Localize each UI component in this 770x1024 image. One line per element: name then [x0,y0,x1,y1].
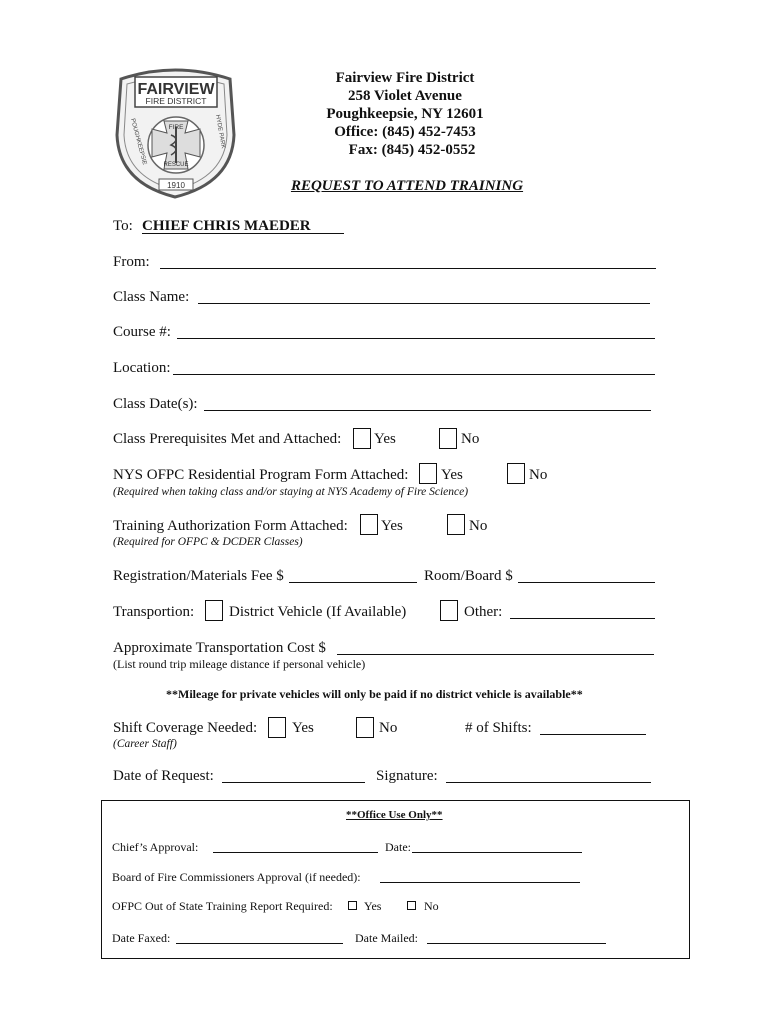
prereq-yes-checkbox[interactable] [353,428,371,449]
other-label: Other: [464,604,503,620]
date-mailed-label: Date Mailed: [355,931,418,945]
nys-yes-checkbox[interactable] [419,463,437,484]
shift-yes-label: Yes [292,720,314,736]
class-dates-label: Class Date(s): [113,396,198,412]
nys-label: NYS OFPC Residential Program Form Attached: [113,467,409,483]
org-city: Poughkeepsie, NY 12601 [326,106,484,122]
logo-sub: FIRE DISTRICT [145,96,207,106]
chief-date-field[interactable] [412,852,582,853]
date-request-field[interactable] [222,782,365,783]
to-label: To: [113,218,133,234]
approx-cost-label: Approximate Transportation Cost $ [113,640,326,656]
page-title: REQUEST TO ATTEND TRAINING [290,178,524,194]
shift-no-checkbox[interactable] [356,717,374,738]
other-checkbox[interactable] [440,600,458,621]
date-request-label: Date of Request: [113,768,214,784]
mileage-notice: **Mileage for private vehicles will only be paid if no district vehicle is available** [166,687,583,701]
location-label: Location: [113,360,171,376]
chief-approval-field[interactable] [213,852,378,853]
course-label: Course #: [113,324,171,340]
date-faxed-field[interactable] [176,943,343,944]
prereq-no-label: No [461,431,480,447]
chief-approval-label: Chief’s Approval: [112,840,199,854]
career-note: (Career Staff) [113,738,177,750]
nys-no-label: No [529,467,548,483]
tauth-yes-label: Yes [381,518,403,534]
tauth-no-checkbox[interactable] [447,514,465,535]
chief-date-label: Date: [385,840,411,854]
from-label: From: [113,254,150,270]
org-name: Fairview Fire District [335,70,475,86]
room-label: Room/Board $ [424,568,513,584]
fee-label: Registration/Materials Fee $ [113,568,284,584]
district-vehicle-checkbox[interactable] [205,600,223,621]
shift-no-label: No [379,720,398,736]
location-field[interactable] [173,374,655,375]
prereq-label: Class Prerequisites Met and Attached: [113,431,342,447]
course-field[interactable] [177,338,655,339]
signature-field[interactable] [446,782,651,783]
class-name-label: Class Name: [113,289,190,305]
shifts-field[interactable] [540,734,646,735]
board-approval-label: Board of Fire Commissioners Approval (if needed): [112,870,361,884]
logo-year: 1910 [167,181,185,190]
to-value: CHIEF CHRIS MAEDER [142,218,311,234]
shifts-label: # of Shifts: [465,720,532,736]
other-field[interactable] [510,618,655,619]
ofpc-yes-checkbox[interactable] [348,901,357,910]
tauth-label: Training Authorization Form Attached: [113,518,348,534]
approx-cost-field[interactable] [337,654,654,655]
tauth-no-label: No [469,518,488,534]
shift-label: Shift Coverage Needed: [113,720,258,736]
ofpc-no-label: No [424,899,439,913]
nys-no-checkbox[interactable] [507,463,525,484]
nys-note: (Required when taking class and/or staying at NYS Academy of Fire Science) [113,486,469,498]
signature-label: Signature: [376,768,438,784]
district-vehicle-label: District Vehicle (If Available) [229,604,407,620]
fire-district-logo [113,65,238,200]
org-address: 258 Violet Avenue [348,88,462,104]
board-approval-field[interactable] [380,882,580,883]
prereq-no-checkbox[interactable] [439,428,457,449]
tauth-note: (Required for OFPC & DCDER Classes) [113,536,303,548]
fee-field[interactable] [289,582,417,583]
transport-label: Transportion: [113,604,195,620]
ofpc-yes-label: Yes [364,899,382,913]
class-name-field[interactable] [198,303,650,304]
ofpc-label: OFPC Out of State Training Report Required: [112,899,333,913]
org-fax: Fax: (845) 452-0552 [348,142,476,158]
nys-yes-label: Yes [441,467,463,483]
approx-note: (List round trip mileage distance if personal vehicle) [113,657,366,671]
from-field[interactable] [160,268,656,269]
date-mailed-field[interactable] [427,943,606,944]
ofpc-no-checkbox[interactable] [407,901,416,910]
prereq-yes-label: Yes [374,431,396,447]
shift-yes-checkbox[interactable] [268,717,286,738]
logo-name: FAIRVIEW [137,81,215,98]
date-faxed-label: Date Faxed: [112,931,171,945]
logo-cross-bottom: RESCUE [163,162,189,168]
room-field[interactable] [518,582,655,583]
logo-left-arc: POUGHKEEPSIE [129,117,148,166]
logo-right-arc: HYDE PARK [214,114,226,150]
logo-cross-top: FIRE [168,124,184,131]
office-use-title: **Office Use Only** [346,809,443,821]
tauth-yes-checkbox[interactable] [360,514,378,535]
class-dates-field[interactable] [204,410,651,411]
org-office-phone: Office: (845) 452-7453 [334,124,476,140]
